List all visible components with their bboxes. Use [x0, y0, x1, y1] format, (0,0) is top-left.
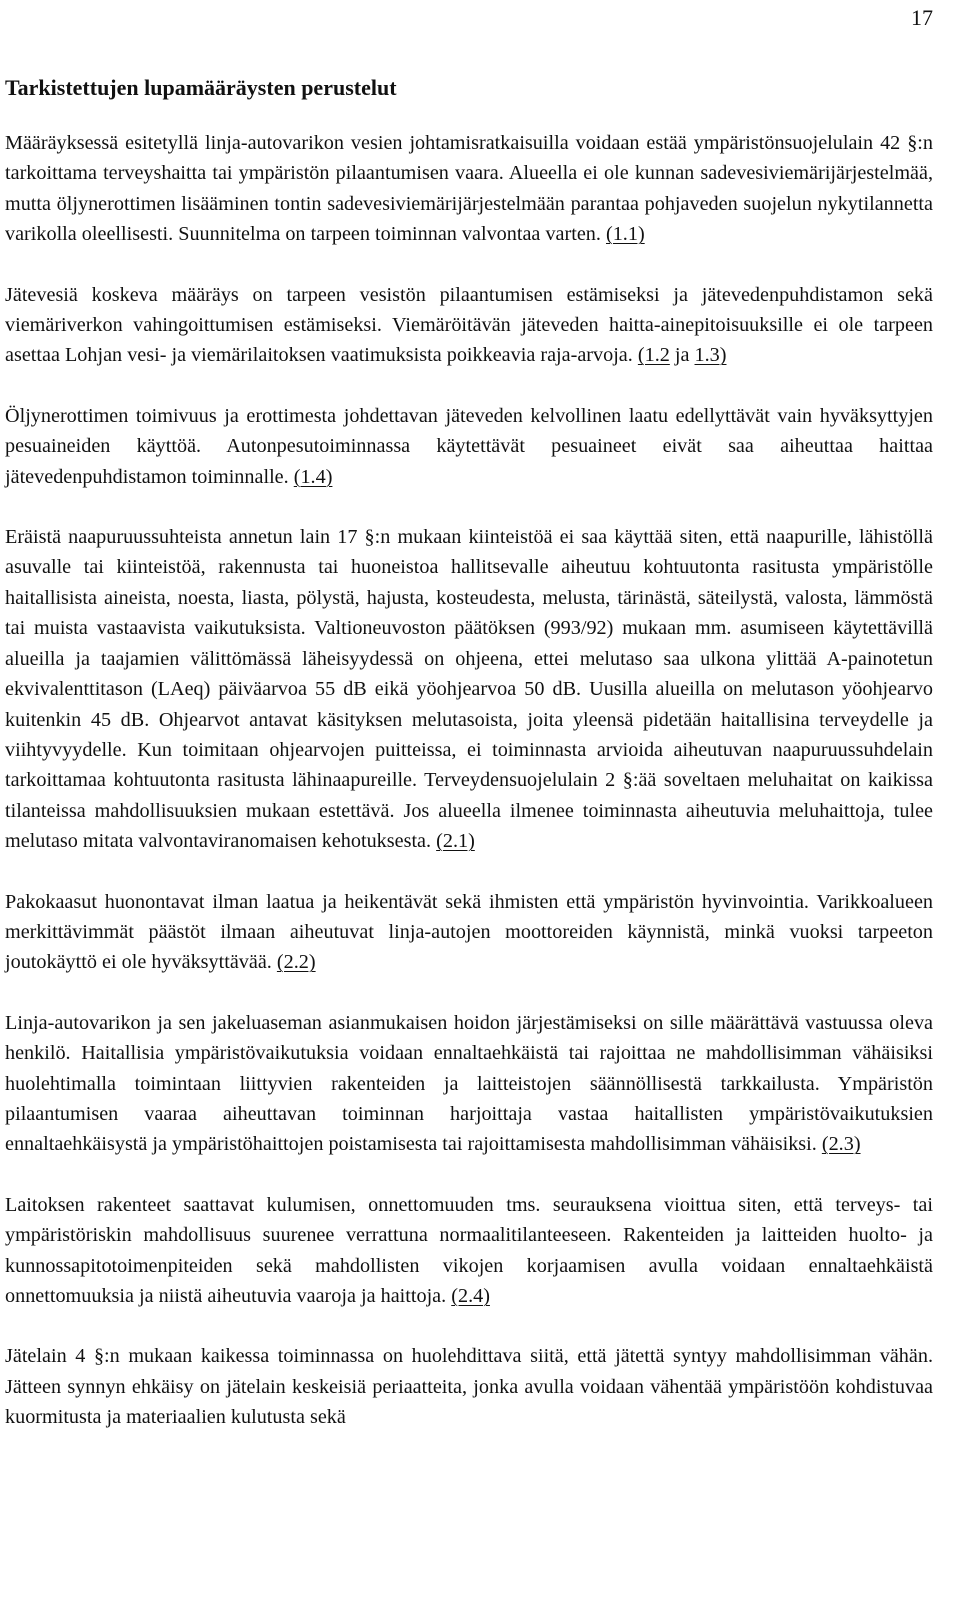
- paragraph-noise: [5, 522, 933, 856]
- paragraph-text: Laitoksen rakenteet saattavat kulumisen, onnettomuuden tms. seurauksena vioittua siten, että terveys- tai ympäristöriskin mahdollisuus suurenee verrattuna normaalitilanteeseen. Rakenteiden ja laitteiden huolto- ja kunnossapitotoimenpiteiden sekä mahdollisten vikojen korjaamisen avulla voidaan ennaltaehkäistä onnettomuuksia ja niistä aiheutuvia vaaroja ja haittoja.: [5, 1193, 933, 1307]
- reference-link[interactable]: (1.1): [605, 223, 645, 246]
- section-heading: Tarkistettujen lupamääräysten perustelut: [5, 75, 397, 100]
- paragraph-wastewater: [5, 280, 933, 371]
- paragraph-exhaust: [5, 887, 933, 978]
- paragraph-text: Määräyksessä esitetyllä linja-autovarikon vesien johtamisratkaisuilla voidaan estää ympäristönsuojelulain 42 §:n tarkoittama terveyshaitta tai ympäristön pilaantumisen vaara. Alueella ei ole kunnan sadevesiviemärijärjestelmää, mutta öljynerottimen lisääminen tontin sadevesiviemärijärjestelmään parantaa pohjaveden suojelun nykytilannetta varikolla oleellisesti. Suunnitelma on tarpeen toiminnan valvontaa varten.: [5, 132, 933, 246]
- body-text: [5, 128, 933, 1463]
- reference-link[interactable]: 1.3): [694, 344, 727, 367]
- paragraph-text: Eräistä naapuruussuhteista annetun lain 17 §:n mukaan kiinteistöä ei saa käyttää siten, että naapurille, lähistöllä asuvalle tai kiinteistöä, rakennusta tai huoneistoa hallitsevalle aiheutuu kohtuutonta rasitusta ympäristölle haitallisista aineista, noesta, liasta, pölystä, hajusta, kosteudesta, melusta, tärinästä, säteilystä, valosta, lämmöstä tai muista vastaavista vaikutuksista. Valtioneuvoston päätöksen (993/92) mukaan mm. asumiseen käytettävillä alueilla ja taajamien välittömässä läheisyydessä on ohjeena, ettei melutaso saa ulkona ylittää A-painotetun ekvivalenttitason (LAeq) päiväarvoa 55 dB eikä yöohjearvoa 50 dB. Uusilla alueilla on melutason yöohjearvo kuitenkin 45 dB. Ohjearvot antavat käsityksen melutasoista, joita yleensä pidetään haitallisina terveydelle ja viihtyvyydelle. Kun toimitaan ohjearvojen puitteissa, ei toiminnasta arvioida aiheutuvan naapuruussuhdelain tarkoittamaa kohtuutonta rasitusta lähinaapureille. Terveydensuojelulain 2 §:ää soveltaen meluhaitat on kaikissa tilanteissa mahdollisuuksien mukaan estettävä. Jos alueella ilmenee toiminnasta aiheutuvia meluhaittoja, tulee melutaso mitata valvontaviranomaisen kehotuksesta.: [5, 526, 933, 853]
- paragraph-text: Öljynerottimen toimivuus ja erottimesta johdettavan jäteveden kelvollinen laatu edellyttävät vain hyväksyttyjen pesuaineiden käyttöä. Autonpesutoiminnassa käytettävät pesuaineet eivät saa aiheuttaa haittaa jätevedenpuhdistamon toiminnalle.: [5, 404, 933, 488]
- reference-link[interactable]: (1.2: [637, 344, 670, 367]
- paragraph-responsible-person: [5, 1008, 933, 1160]
- reference-link[interactable]: (2.4): [451, 1285, 490, 1307]
- reference-link[interactable]: (1.4): [293, 465, 333, 488]
- reference-link[interactable]: (2.2): [276, 951, 316, 974]
- paragraph-water-drainage: [5, 128, 933, 250]
- paragraph-text: Jätelain 4 §:n mukaan kaikessa toiminnassa on huolehdittava siitä, että jätettä syntyy mahdollisimman vähän. Jätteen synnyn ehkäisy on jätelain keskeisiä periaatteita, jonka avulla voidaan vähentää ympäristöön kohdistuvaa kuormitusta ja materiaalien kulutusta sekä: [5, 1345, 933, 1429]
- page-number: 17: [911, 5, 933, 30]
- reference-link[interactable]: (2.3): [821, 1133, 861, 1156]
- reference-link[interactable]: (2.1): [436, 830, 475, 853]
- reference-separator: ja: [669, 344, 695, 367]
- paragraph-text: Linja-autovarikon ja sen jakeluaseman asianmukaisen hoidon järjestämiseksi on sille määrättävä vastuussa oleva henkilö. Haitallisia ympäristövaikutuksia voidaan ennaltaehkäistä tai rajoittaa ne mahdollisimman vähäisiksi huolehtimalla toimintaan liittyvien rakenteiden ja laitteistojen säännöllisestä tarkkailusta. Ympäristön pilaantumisen vaaraa aiheuttavan toiminnan harjoittaja vastaa haitallisten ympäristövaikutuksien ennaltaehkäisystä ja ympäristöhaittojen poistamisesta tai rajoittamisesta mahdollisimman vähäisiksi.: [5, 1011, 933, 1156]
- paragraph-text: Jätevesiä koskeva määräys on tarpeen vesistön pilaantumisen estämiseksi ja jätevedenpuhdistamon sekä viemäriverkon vahingoittumisen estämiseksi. Viemäröitävän jäteveden haitta-ainepitoisuuksille ei ole tarpeen asettaa Lohjan vesi- ja viemärilaitoksen vaatimuksista poikkeavia raja-arvoja.: [5, 283, 933, 367]
- paragraph-waste: [5, 1341, 933, 1432]
- paragraph-maintenance: [5, 1190, 933, 1312]
- paragraph-oil-separator: [5, 401, 933, 492]
- paragraph-text: Pakokaasut huonontavat ilman laatua ja heikentävät sekä ihmisten että ympäristön hyvinvointia. Varikkoalueen merkittävimmät päästöt ilmaan aiheutuvat linja-autojen moottoreiden käynnistä, minkä vuoksi tarpeeton joutokäyttö ei ole hyväksyttävää.: [5, 890, 933, 974]
